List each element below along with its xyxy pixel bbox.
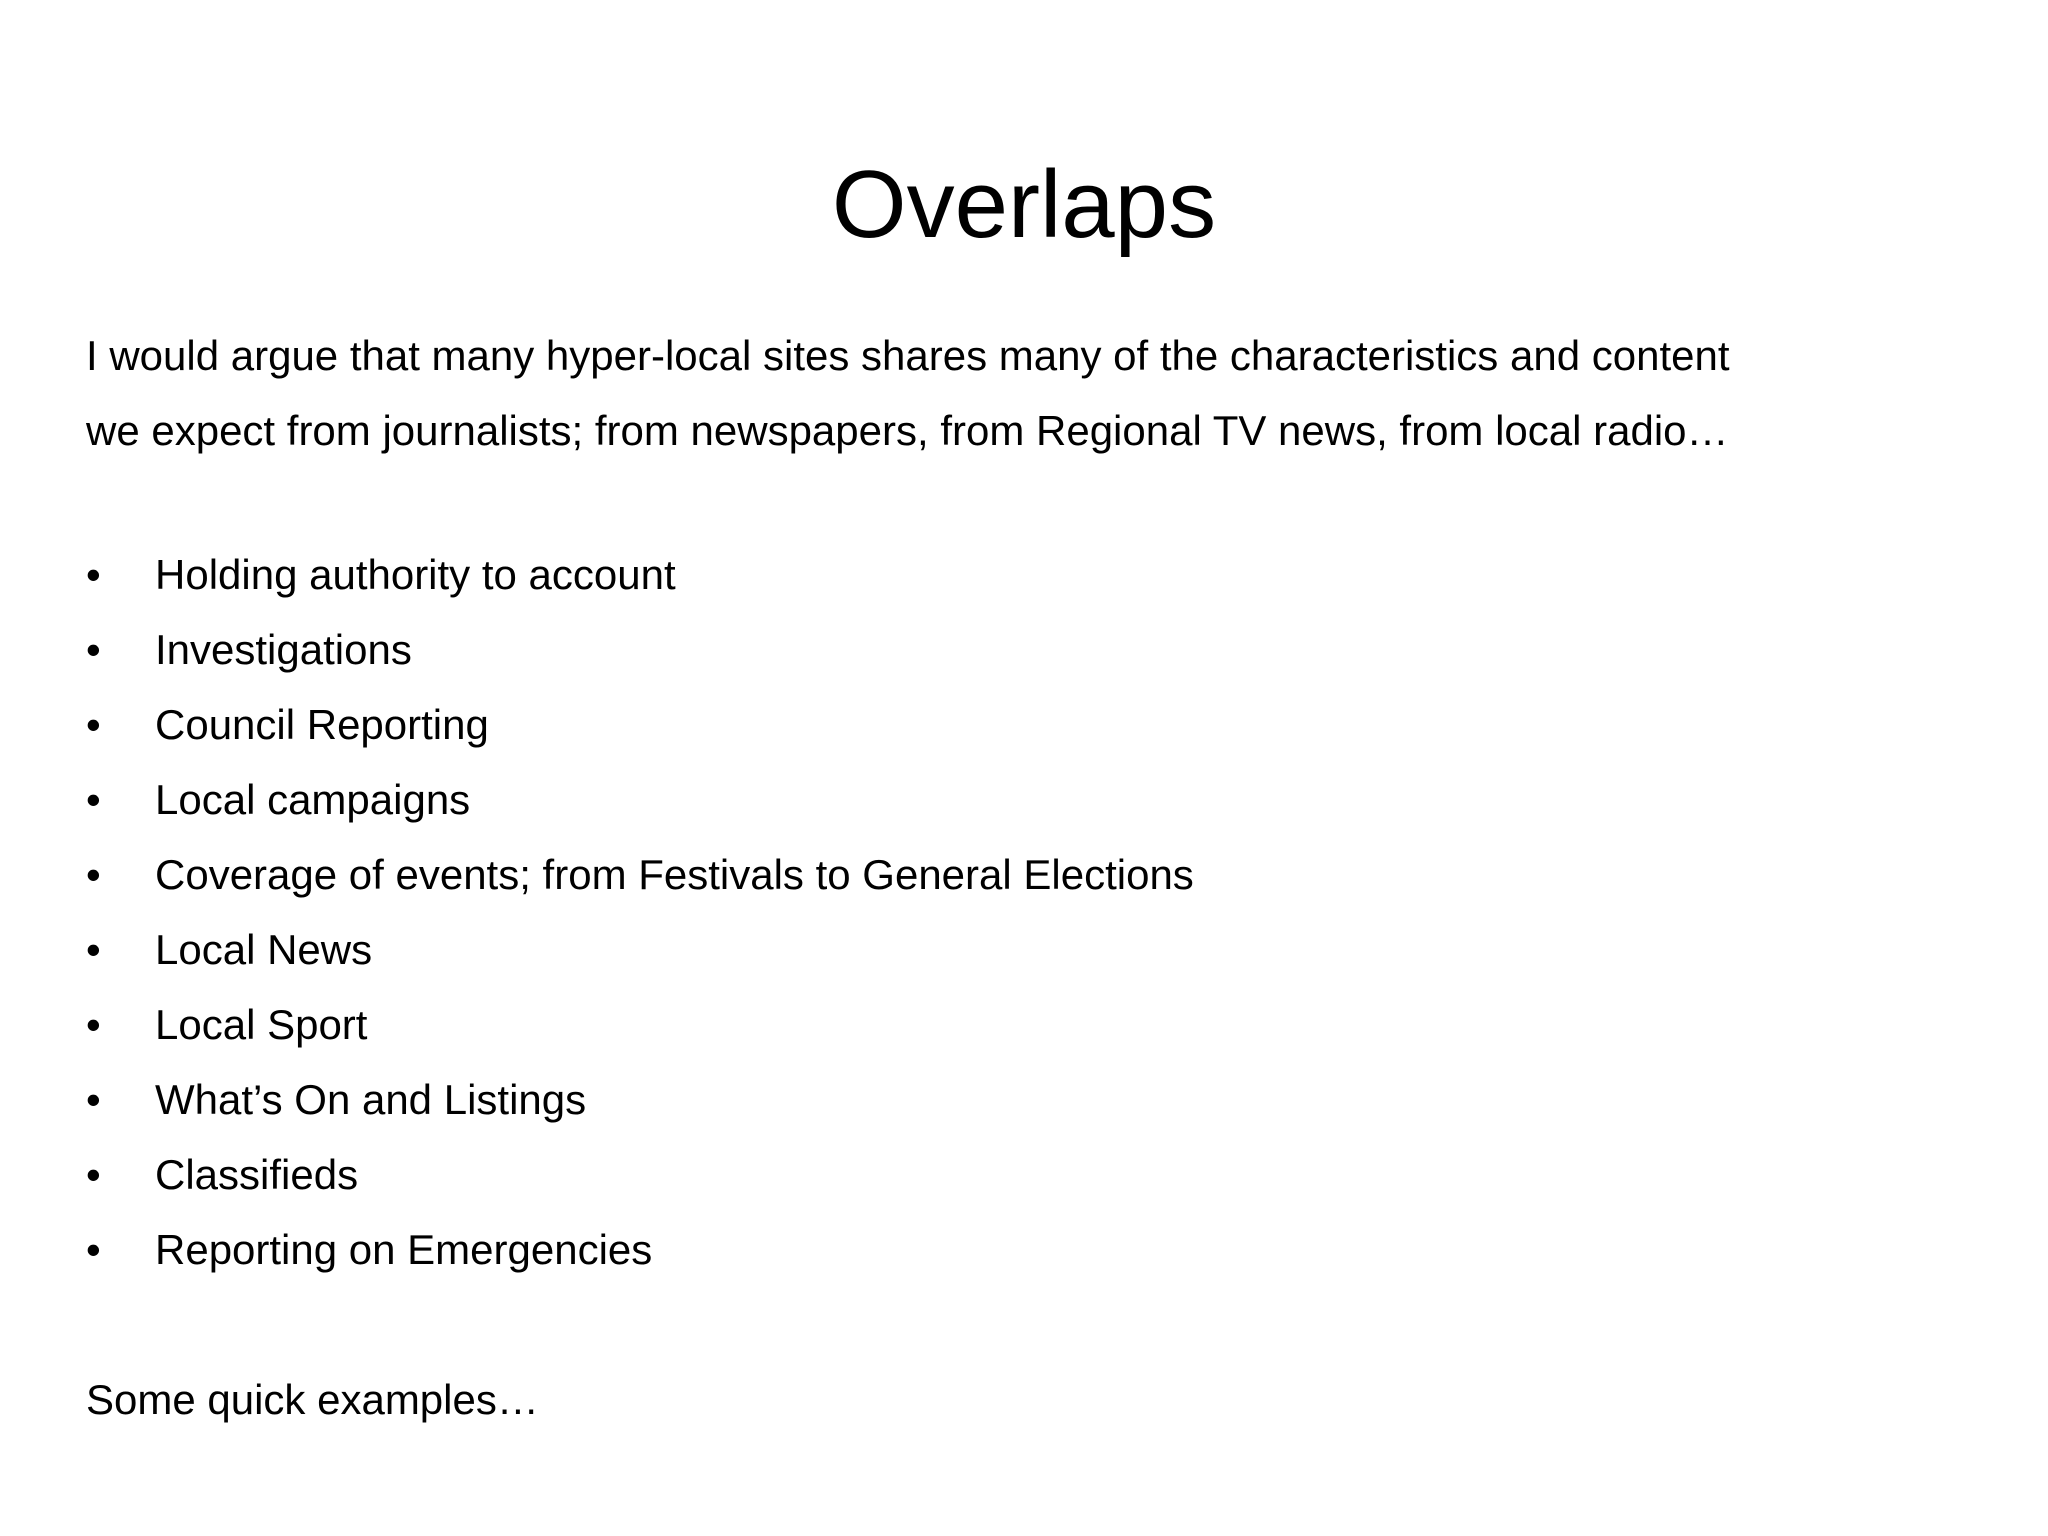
bullet-icon: • xyxy=(86,1001,101,1048)
intro-line: I would argue that many hyper-local sites shares many of the characteristics and content xyxy=(86,332,1730,379)
intro-line: we expect from journalists; from newspapers, from Regional TV news, from local radio… xyxy=(86,407,1729,454)
bullet-text: Council Reporting xyxy=(155,701,489,748)
bullet-icon: • xyxy=(86,1076,101,1123)
bullet-icon: • xyxy=(86,1151,101,1198)
bullet-text: Local Sport xyxy=(155,1001,368,1048)
bullet-icon: • xyxy=(86,776,101,823)
bullet-icon: • xyxy=(86,701,101,748)
bullet-icon: • xyxy=(86,551,101,598)
bullet-icon: • xyxy=(86,926,101,973)
bullet-text: What’s On and Listings xyxy=(155,1076,587,1123)
closing-text: Some quick examples… xyxy=(86,1376,539,1423)
bullet-text: Classifieds xyxy=(155,1151,359,1198)
bullet-text: Local campaigns xyxy=(155,776,471,823)
bullet-text: Investigations xyxy=(155,626,412,673)
intro-paragraph xyxy=(86,318,1986,468)
bullet-text: Holding authority to account xyxy=(155,551,676,598)
bullet-icon: • xyxy=(86,851,101,898)
bullet-text: Coverage of events; from Festivals to General Elections xyxy=(155,851,1194,898)
bullet-text: Local News xyxy=(155,926,373,973)
bullet-text: Reporting on Emergencies xyxy=(155,1226,653,1273)
bullet-icon: • xyxy=(86,1226,101,1273)
bullet-icon: • xyxy=(86,626,101,673)
slide-title: Overlaps xyxy=(831,151,1217,258)
